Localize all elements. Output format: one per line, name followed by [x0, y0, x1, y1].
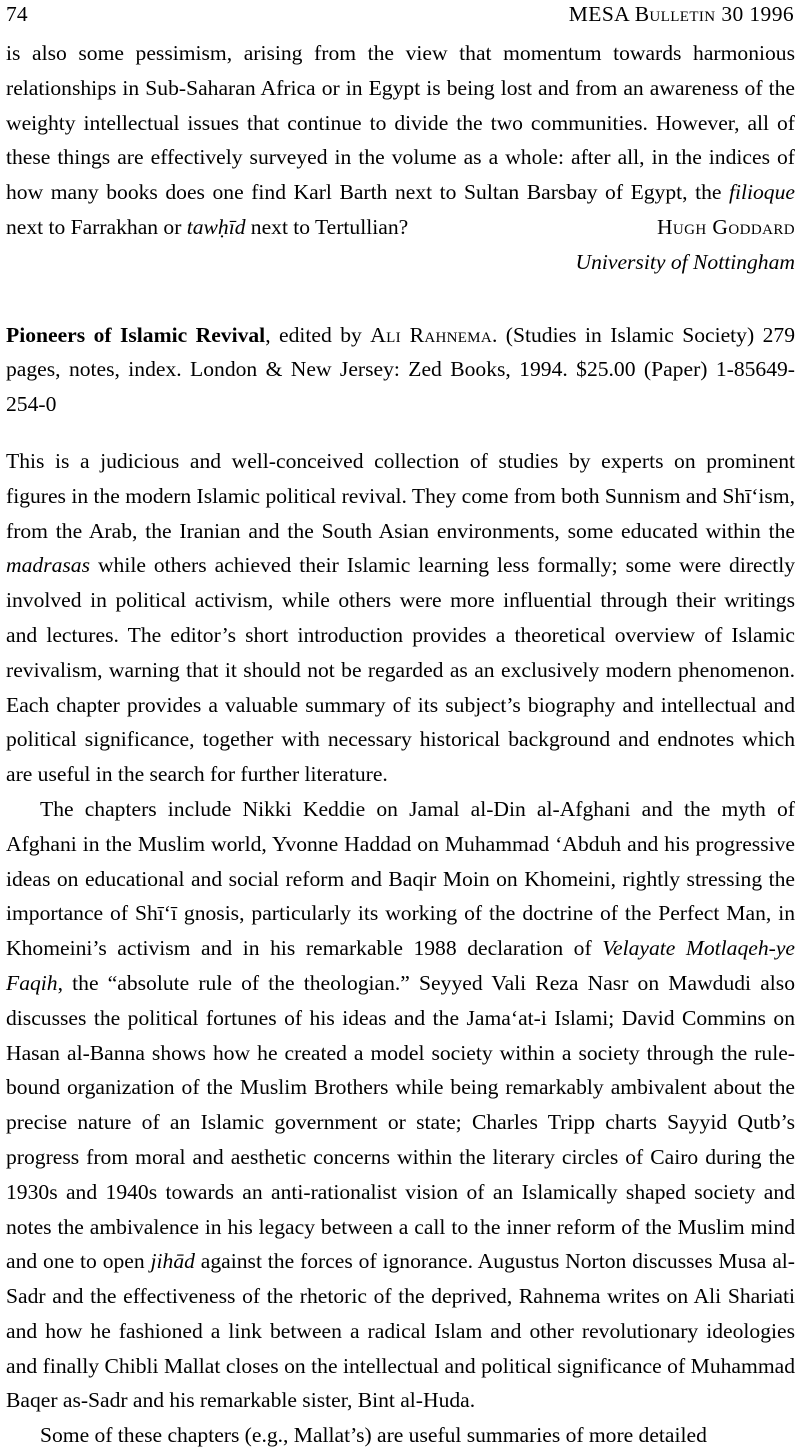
page-number: 74: [6, 2, 28, 26]
running-title: MESA Bulletin 30 1996: [568, 2, 794, 26]
book-title: Pioneers of Islamic Revival: [6, 322, 266, 347]
citation-spacer: [6, 422, 795, 444]
italic-term-filioque: filioque: [729, 180, 795, 205]
review-p2-part3: against the forces of ignorance. Augustus Norton discusses Musa al-Sadr and the effectiveness of the rhetoric of the deprived, Rahnema writes on Ali Shariati and how he fashioned a link between a radical Islam and other revolutionary ideologies and finally Chibli Mallat closes on the intellectual and political significance of Muhammad Baqer as-Sadr and his remarkable sister, Bint al-Huda.: [6, 1249, 795, 1413]
continued-review-tail: next to Tertullian?: [245, 214, 409, 239]
review-p2-part1: The chapters include Nikki Keddie on Jamal al-Din al-Afghani and the myth of Afghani in the Muslim world, Yvonne Haddad on Muhammad ‘Abduh and his progressive ideas on educational and social reform and Baqir Moin on Khomeini, rightly stressing the importance of Shī‘ī gnosis, particularly its working of the doctrine of the Perfect Man, in Khomeini’s activism and in his remarkable 1988 declaration of: [6, 796, 795, 961]
text-column: [6, 36, 795, 1453]
continued-review-lead: is also some pessimism, arising from the view that momentum towards harmonious relationships in Sub-Saharan Africa or in Egypt is being lost and from an awareness of the weighty intellectual issues that continue to divide the two communities. However, all of these things are effectively surveyed in the volume as a whole: after all, in the indices of how many books does one find Karl Barth next to Sultan Barsbay of Egypt, the: [6, 41, 795, 205]
review-paragraph-1: [6, 444, 795, 792]
running-head: [6, 2, 794, 28]
italic-term-tawhid: tawḥīd: [186, 214, 246, 239]
italic-term-madrasas: madrasas: [6, 553, 90, 578]
book-publication-details: . (Studies in Islamic Society) 279 pages, notes, index. London & New Jersey: Zed Books, 1994. $25.00 (Paper) 1-85649-254-0: [6, 322, 795, 417]
reviewer-name: Hugh Goddard: [656, 214, 795, 239]
review-paragraph-3: Some of these chapters (e.g., Mallat’s) are useful summaries of more detailed: [40, 1423, 707, 1448]
edited-by-label: , edited by: [265, 322, 371, 347]
book-citation: [6, 318, 795, 422]
book-editor: Ali Rahnema: [370, 322, 492, 347]
continued-review-mid: next to Farrakhan or: [6, 214, 187, 239]
reviewer-affiliation: University of Nottingham: [575, 249, 795, 274]
italic-term-velayate-motlaqeh: Velayate Motlaqeh-ye Faqih: [6, 936, 795, 995]
review-paragraph-2: [6, 792, 795, 1418]
review-p1-part2: while others achieved their Islamic learning less formally; some were directly involved in political activism, while others were more influential through their writings and lectures. The editor’s short introduction provides a theoretical overview of Islamic revivalism, warning that it should not be regarded as an exclusively modern phenomenon. Each chapter provides a valuable summary of its subject’s biography and intellectual and political significance, together with necessary historical background and endnotes which are useful in the search for further literature.: [6, 553, 795, 787]
review-p2-part2: , the “absolute rule of the theologian.” Seyyed Vali Reza Nasr on Mawdudi also discusses the political fortunes of his ideas and the Jama‘at-i Islami; David Commins on Hasan al-Banna shows how he created a model society within a society through the rule-bound organization of the Muslim Brothers while being remarkably ambivalent about the precise nature of an Islamic government or state; Charles Tripp charts Sayyid Qutb’s progress from moral and aesthetic concerns within the literary circles of Cairo during the 1930s and 1940s towards an anti-rationalist vision of an Islamically shaped society and notes the ambivalence in his legacy between a call to the inner reform of the Muslim mind and one to open: [6, 970, 795, 1274]
review-p1-part1: This is a judicious and well-conceived collection of studies by experts on prominent figures in the modern Islamic political revival. They come from both Sunnism and Shī‘ism, from the Arab, the Iranian and the South Asian environments, some educated within the: [6, 448, 795, 543]
italic-term-jihad: jihād: [150, 1249, 195, 1274]
section-spacer: [6, 280, 795, 318]
